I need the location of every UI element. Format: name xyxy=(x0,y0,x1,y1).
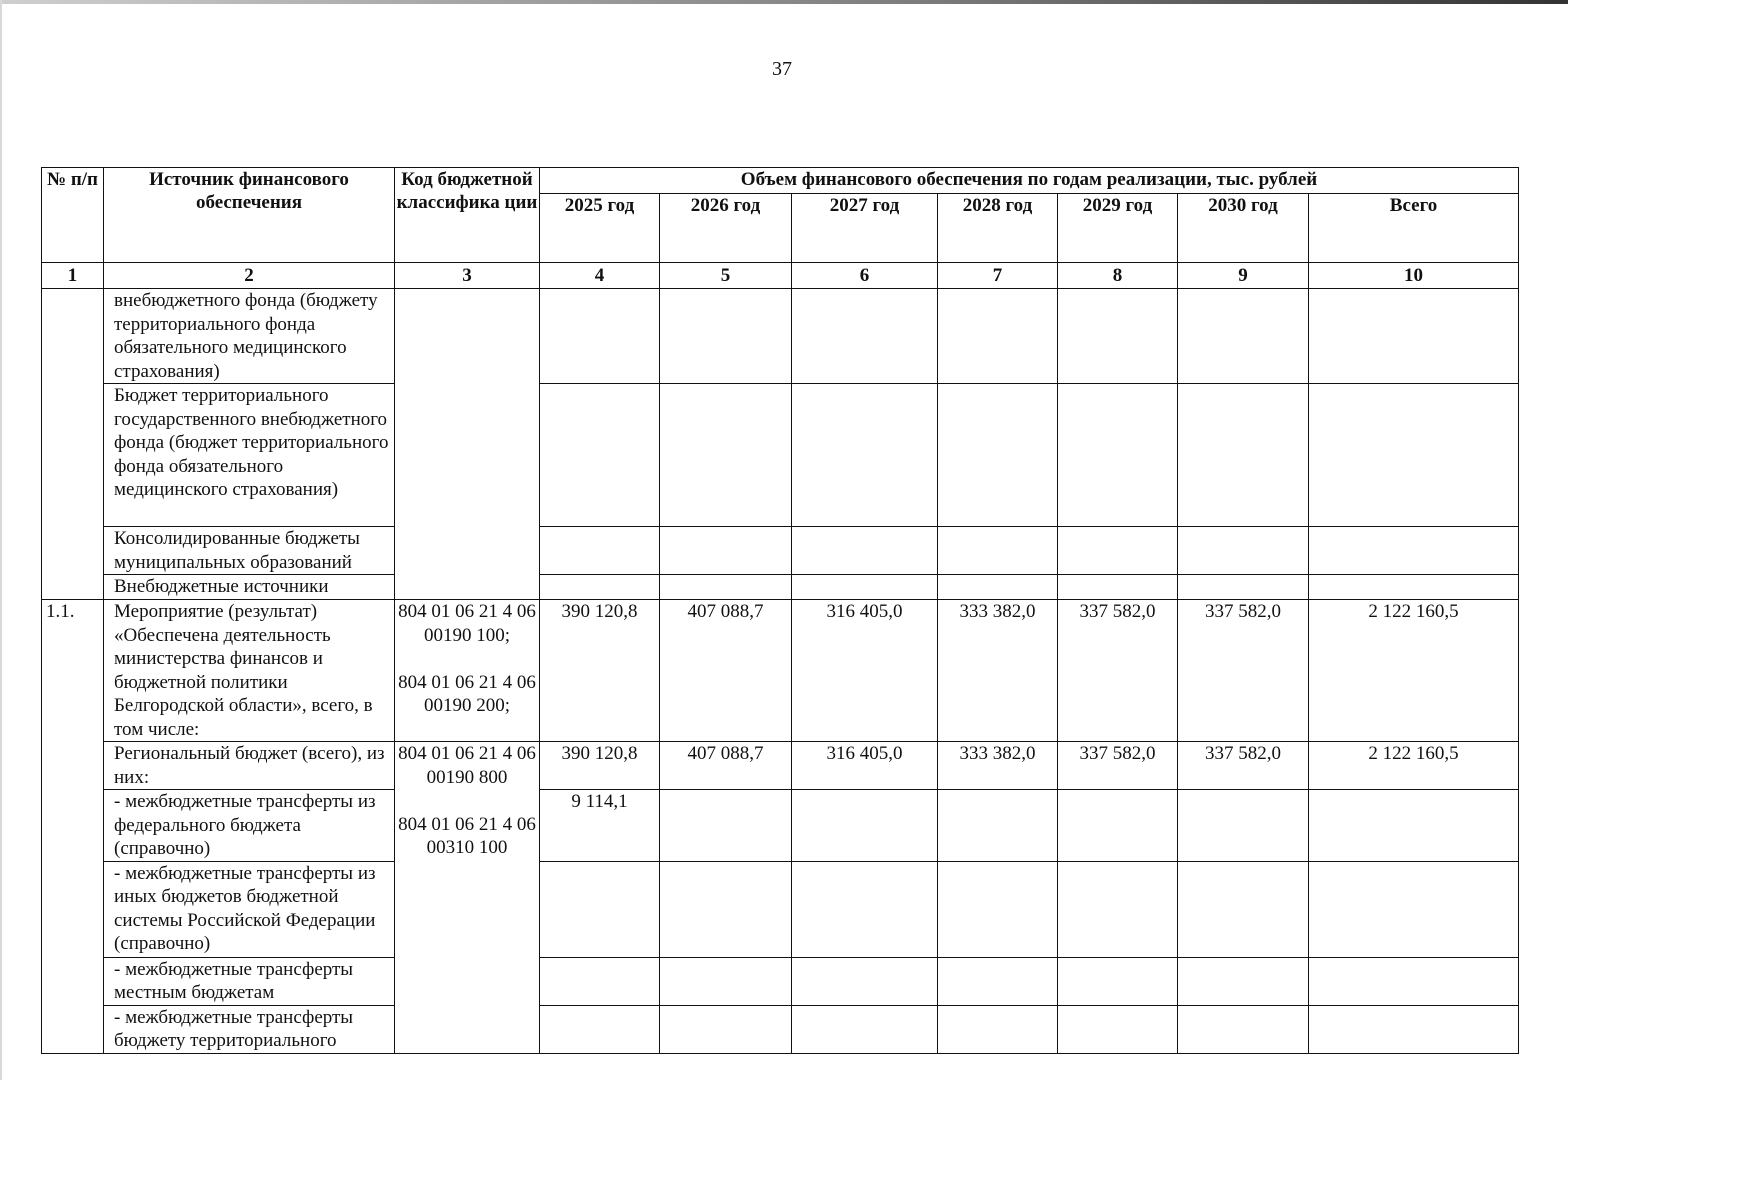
page-number: 37 xyxy=(772,58,792,80)
value-cell xyxy=(1058,861,1178,957)
value-cell xyxy=(792,527,938,575)
code-cell xyxy=(395,289,540,600)
column-number: 4 xyxy=(540,263,660,289)
column-number: 6 xyxy=(792,263,938,289)
value-cell xyxy=(660,1005,792,1053)
value-cell xyxy=(1178,957,1309,1005)
table-row xyxy=(42,1005,1519,1053)
header-code: Код бюджетной классифика ции xyxy=(395,168,540,263)
row-number-cell xyxy=(42,289,104,600)
value-cell: 337 582,0 xyxy=(1178,600,1309,742)
value-cell xyxy=(938,527,1058,575)
column-number: 9 xyxy=(1178,263,1309,289)
column-numbers-row xyxy=(42,263,1519,289)
value-cell xyxy=(1178,790,1309,862)
table-row xyxy=(42,600,1519,742)
code-cell xyxy=(395,600,540,742)
value-cell xyxy=(540,1005,660,1053)
value-cell xyxy=(540,957,660,1005)
value-cell xyxy=(1058,790,1178,862)
value-cell xyxy=(540,575,660,600)
value-cell xyxy=(1178,575,1309,600)
source-cell: - межбюджетные трансферты из федерального бюджета (справочно) xyxy=(104,790,395,862)
value-cell xyxy=(1178,384,1309,527)
source-cell: - межбюджетные трансферты бюджету территориального xyxy=(104,1005,395,1053)
column-number: 5 xyxy=(660,263,792,289)
value-cell xyxy=(792,384,938,527)
value-cell xyxy=(938,861,1058,957)
value-cell xyxy=(792,575,938,600)
scan-edge-left xyxy=(0,0,2,1080)
value-cell xyxy=(1309,289,1519,384)
value-cell xyxy=(792,861,938,957)
table-row xyxy=(42,289,1519,384)
value-cell xyxy=(792,1005,938,1053)
value-cell xyxy=(1058,575,1178,600)
value-cell xyxy=(1309,384,1519,527)
value-cell: 9 114,1 xyxy=(540,790,660,862)
source-cell: Мероприятие (результат) «Обеспечена деятельность министерства финансов и бюджетной политики Белгородской области», всего, в том числе: xyxy=(104,600,395,742)
source-cell: - межбюджетные трансферты местным бюджетам xyxy=(104,957,395,1005)
value-cell xyxy=(1178,861,1309,957)
value-cell xyxy=(1309,527,1519,575)
value-cell xyxy=(1058,384,1178,527)
table-row xyxy=(42,957,1519,1005)
header-row xyxy=(42,168,1519,194)
header-number: № п/п xyxy=(42,168,104,263)
value-cell: 390 120,8 xyxy=(540,742,660,790)
value-cell xyxy=(938,384,1058,527)
value-cell xyxy=(1309,575,1519,600)
value-cell xyxy=(1178,1005,1309,1053)
value-cell xyxy=(1058,289,1178,384)
value-cell: 337 582,0 xyxy=(1058,600,1178,742)
value-cell xyxy=(1058,957,1178,1005)
value-cell xyxy=(540,384,660,527)
column-number: 8 xyxy=(1058,263,1178,289)
value-cell xyxy=(1178,289,1309,384)
value-cell xyxy=(1058,527,1178,575)
value-cell: 333 382,0 xyxy=(938,742,1058,790)
column-number: 1 xyxy=(42,263,104,289)
value-cell: 333 382,0 xyxy=(938,600,1058,742)
code-line: 804 01 06 21 4 06 00190 800 xyxy=(398,743,536,788)
header-year: 2026 год xyxy=(660,194,792,263)
value-cell xyxy=(1309,957,1519,1005)
table-row xyxy=(42,861,1519,957)
value-cell xyxy=(792,790,938,862)
value-cell xyxy=(792,957,938,1005)
source-cell: Региональный бюджет (всего), из них: xyxy=(104,742,395,790)
value-cell xyxy=(792,289,938,384)
table-row xyxy=(42,575,1519,600)
source-cell: внебюджетного фонда (бюджету территориального фонда обязательного медицинского страхования) xyxy=(104,289,395,384)
value-cell xyxy=(1178,527,1309,575)
value-cell xyxy=(660,957,792,1005)
source-cell: Бюджет территориального государственного внебюджетного фонда (бюджет территориального фонда обязательного медицинского страхования) xyxy=(104,384,395,527)
code-line: 804 01 06 21 4 06 00190 100; xyxy=(398,601,536,646)
scan-edge-top xyxy=(0,0,1568,4)
source-cell: Консолидированные бюджеты муниципальных образований xyxy=(104,527,395,575)
value-cell xyxy=(1058,1005,1178,1053)
value-cell xyxy=(660,384,792,527)
value-cell xyxy=(938,289,1058,384)
header-year: 2027 год xyxy=(792,194,938,263)
table-row xyxy=(42,527,1519,575)
header-year: 2030 год xyxy=(1178,194,1309,263)
value-cell: 2 122 160,5 xyxy=(1309,742,1519,790)
header-volume: Объем финансового обеспечения по годам реализации, тыс. рублей xyxy=(540,168,1519,194)
value-cell: 337 582,0 xyxy=(1178,742,1309,790)
value-cell xyxy=(938,575,1058,600)
value-cell xyxy=(660,790,792,862)
source-cell: Внебюджетные источники xyxy=(104,575,395,600)
value-cell xyxy=(540,861,660,957)
value-cell xyxy=(660,527,792,575)
value-cell xyxy=(1309,790,1519,862)
financing-table xyxy=(41,167,1519,1054)
value-cell: 390 120,8 xyxy=(540,600,660,742)
code-cell xyxy=(395,742,540,1054)
header-year: 2028 год xyxy=(938,194,1058,263)
value-cell xyxy=(660,289,792,384)
column-number: 3 xyxy=(395,263,540,289)
value-cell: 407 088,7 xyxy=(660,600,792,742)
header-total: Всего xyxy=(1309,194,1519,263)
value-cell: 316 405,0 xyxy=(792,742,938,790)
value-cell xyxy=(938,1005,1058,1053)
value-cell xyxy=(1309,861,1519,957)
header-year: 2025 год xyxy=(540,194,660,263)
value-cell xyxy=(938,957,1058,1005)
value-cell: 407 088,7 xyxy=(660,742,792,790)
code-line: 804 01 06 21 4 06 00310 100 xyxy=(398,813,536,858)
table-row xyxy=(42,742,1519,790)
value-cell: 316 405,0 xyxy=(792,600,938,742)
header-year: 2029 год xyxy=(1058,194,1178,263)
value-cell xyxy=(660,575,792,600)
column-number: 2 xyxy=(104,263,395,289)
code-line: 804 01 06 21 4 06 00190 200; xyxy=(398,671,536,716)
value-cell: 2 122 160,5 xyxy=(1309,600,1519,742)
value-cell xyxy=(540,289,660,384)
value-cell xyxy=(660,861,792,957)
source-cell: - межбюджетные трансферты из иных бюджетов бюджетной системы Российской Федерации (справочно) xyxy=(104,861,395,957)
column-number: 7 xyxy=(938,263,1058,289)
value-cell xyxy=(540,527,660,575)
value-cell xyxy=(1309,1005,1519,1053)
value-cell: 337 582,0 xyxy=(1058,742,1178,790)
header-source: Источник финансового обеспечения xyxy=(104,168,395,263)
row-number-cell: 1.1. xyxy=(42,600,104,1054)
value-cell xyxy=(938,790,1058,862)
column-number: 10 xyxy=(1309,263,1519,289)
table-row xyxy=(42,790,1519,862)
table-row xyxy=(42,384,1519,527)
